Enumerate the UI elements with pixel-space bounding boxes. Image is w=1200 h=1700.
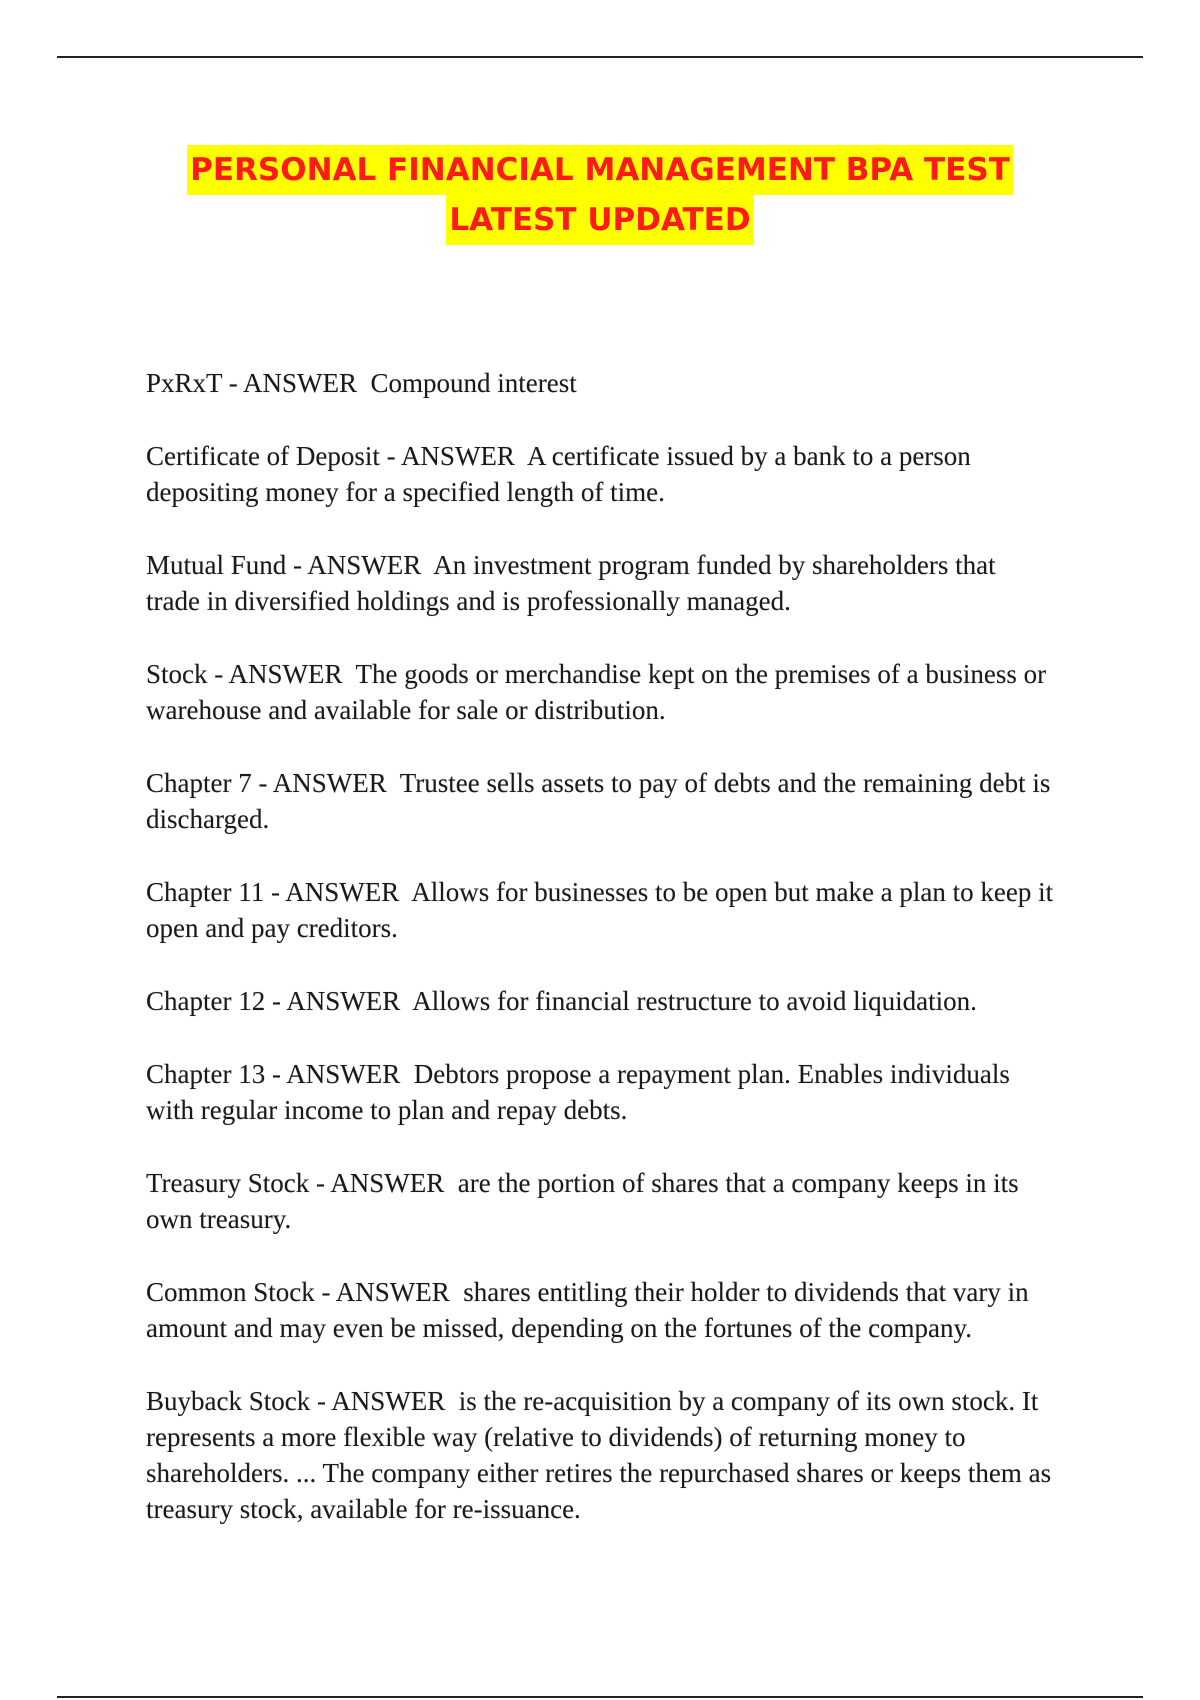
qa-separator: - [264,877,286,907]
answer-label: ANSWER [286,1059,401,1089]
qa-definition: are the portion of shares that a company keeps in its own treasury. [146,1168,1019,1234]
qa-definition: A certificate issued by a bank to a person depositing money for a specified length of time. [146,441,971,507]
qa-term: Buyback Stock [146,1386,311,1416]
qa-separator: - [309,1168,331,1198]
title-line-2: LATEST UPDATED [446,195,753,245]
qa-term: Stock [146,659,208,689]
qa-term: Chapter 11 [146,877,265,907]
qa-definition: The goods or merchandise kept on the premises of a business or warehouse and available for sale or distribution. [146,659,1047,725]
qa-item [146,1056,1056,1128]
answer-label: ANSWER [286,986,401,1016]
qa-definition: Trustee sells assets to pay of debts and the remaining debt is discharged. [146,768,1051,834]
qa-term: Certificate of Deposit [146,441,380,471]
qa-term: Chapter 13 [146,1059,266,1089]
qa-separator: - [314,1277,336,1307]
qa-list [146,365,1056,1564]
qa-item [146,874,1056,946]
qa-item [146,983,1056,1019]
answer-label: ANSWER [335,1277,450,1307]
qa-separator: - [207,659,229,689]
bottom-divider [57,1696,1143,1698]
qa-item [146,438,1056,510]
qa-term: Chapter 7 [146,768,252,798]
qa-term: Treasury Stock [146,1168,310,1198]
qa-term: Chapter 12 [146,986,266,1016]
qa-separator: - [222,368,244,398]
qa-item [146,765,1056,837]
qa-term: Mutual Fund [146,550,287,580]
qa-item [146,1165,1056,1237]
qa-definition: Allows for businesses to be open but make a plan to keep it open and pay creditors. [146,877,1054,943]
qa-term: PxRxT [146,368,223,398]
qa-definition: is the re-acquisition by a company of its own stock. It represents a more flexible way (relative to dividends) of returning money to shareholders. ... The company either retires the repurchased shares or keeps them as treasury stock, available for re-issuance. [146,1386,1052,1524]
qa-separator: - [286,550,308,580]
qa-separator: - [379,441,401,471]
qa-separator: - [251,768,273,798]
qa-item [146,365,1056,401]
qa-separator: - [265,986,287,1016]
qa-definition: Debtors propose a repayment plan. Enables individuals with regular income to plan and repay debts. [146,1059,1010,1125]
qa-item [146,1274,1056,1346]
answer-label: ANSWER [228,659,343,689]
qa-item [146,656,1056,728]
qa-item [146,547,1056,619]
answer-label: ANSWER [285,877,400,907]
qa-separator: - [310,1386,332,1416]
answer-label: ANSWER [272,768,387,798]
top-divider [57,56,1143,58]
answer-label: ANSWER [307,550,422,580]
answer-label: ANSWER [330,1168,445,1198]
qa-definition: shares entitling their holder to dividends that vary in amount and may even be missed, depending on the fortunes of the company. [146,1277,1029,1343]
document-title [0,145,1200,245]
answer-label: ANSWER [243,368,358,398]
qa-item [146,1383,1056,1527]
qa-definition: Allows for financial restructure to avoid liquidation. [412,986,977,1016]
qa-definition: An investment program funded by shareholders that trade in diversified holdings and is professionally managed. [146,550,996,616]
answer-label: ANSWER [400,441,515,471]
qa-definition: Compound interest [370,368,577,398]
qa-term: Common Stock [146,1277,315,1307]
title-line-1: PERSONAL FINANCIAL MANAGEMENT BPA TEST [187,145,1013,195]
answer-label: ANSWER [331,1386,446,1416]
qa-separator: - [265,1059,287,1089]
